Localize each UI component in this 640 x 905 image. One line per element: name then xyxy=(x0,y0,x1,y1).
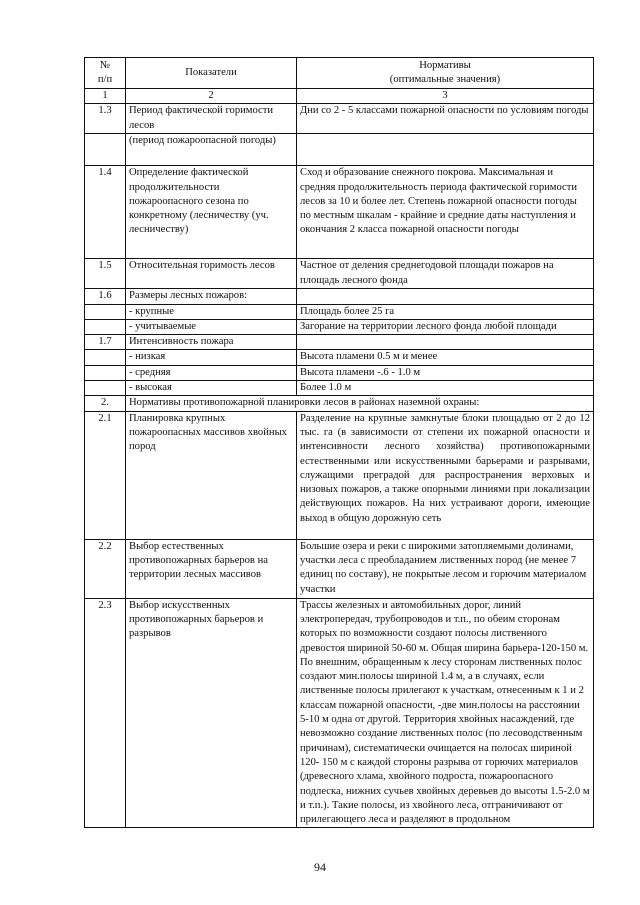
row-num: 1.5 xyxy=(85,259,126,289)
colnum-3: 3 xyxy=(297,89,594,104)
row-norm: Высота пламени 0.5 м и менее xyxy=(297,350,594,365)
table-row xyxy=(85,411,594,539)
row-norm xyxy=(297,289,594,304)
row-indicator: Относительная горимость лесов xyxy=(126,259,297,289)
row-norm: Большие озера и реки с широкими затопляемыми долинами, участки леса с преобладанием лиственных пород (не менее 7 единиц по составу), не покрытые лесом и горючим материалом участки xyxy=(297,539,594,598)
row-indicator: Планировка крупных пожароопасных массивов хвойных пород xyxy=(126,411,297,539)
row-num: 2.3 xyxy=(85,598,126,828)
table-row xyxy=(85,259,594,289)
table-row xyxy=(85,365,594,380)
row-norm: Трассы железных и автомобильных дорог, линий электропередач, трубопроводов и т.п., по обеим сторонам которых по возможности создают полосы лиственного древостоя шириной 50-60 м. Общая ширина барьера-120-150 м. По внешним, обращенным к лесу сторонам лиственных полос создают мин.полосы шириной 1.4 м, а в случаях, если лиственные полосы прилегают к участкам, отнесенным к 1 и 2 классам пожарной опасности, -две мин.полосы на расстоянии 5-10 м одна от другой. Территория хвойных насаждений, где невозможно создание лиственных полос (по лесоводственным причинам), систематически очищается на полосах шириной 120- 150 м с каждой стороны разрыва от горючих материалов (древесного хлама, хвойного подроста, пожароопасного подлеска, нижних сучьев хвойных деревьев до высоты 1.5-2.0 м и т.п.). Такие полосы, из хвойного леса, отграничивают от прилегающего леса и разделяют в продольном xyxy=(297,598,594,828)
row-num: 1.3 xyxy=(85,104,126,134)
row-indicator: Выбор искусственных противопожарных барьеров и разрывов xyxy=(126,598,297,828)
row-norm: Разделение на крупные замкнутые блоки площадью от 2 до 12 тыс. га (в зависимости от степени их пожарной опасности и интенсивности лесного хозяйства) противопожарными естественными или искусственными барьерами и разрывами, служащими преградой для распространения верховых и низовых пожаров, а также опорными линиями при локализации действующих пожаров. На них устраивают дороги, имеющие выход в общую дорожную сеть xyxy=(297,411,594,539)
header-indicators: Показатели xyxy=(126,58,297,89)
row-indicator: - учитываемые xyxy=(126,319,297,334)
row-indicator: Определение фактической продолжительности пожароопасного сезона по конкретному (лесничеству (уч. лесничеству) xyxy=(126,166,297,259)
table-row xyxy=(85,304,594,319)
row-indicator: - низкая xyxy=(126,350,297,365)
row-norm: Сход и образование снежного покрова. Максимальная и средняя продолжительность периода фактической горимости лесов за 10 и более лет. Степень пожарной опасности погоды по местным шкалам - крайние и средние даты наступления и окончания 2 класса пожарной опасности погоды xyxy=(297,166,594,259)
row-indicator: - крупные xyxy=(126,304,297,319)
table-row xyxy=(85,598,594,828)
row-norm: Загорание на территории лесного фонда любой площади xyxy=(297,319,594,334)
section-row xyxy=(85,396,594,411)
row-num: 1.6 xyxy=(85,289,126,304)
table-row xyxy=(85,335,594,350)
page-number: 94 xyxy=(314,860,326,874)
row-norm xyxy=(297,335,594,350)
row-num: 1.7 xyxy=(85,335,126,350)
table-row xyxy=(85,134,594,166)
table-row xyxy=(85,104,594,134)
row-norm xyxy=(297,134,594,166)
row-indicator: Выбор естественных противопожарных барьеров на территории лесных массивов xyxy=(126,539,297,598)
norms-table xyxy=(84,57,594,828)
table-row xyxy=(85,381,594,396)
section-title: Нормативы противопожарной планировки лесов в районах наземной охраны: xyxy=(126,396,594,411)
row-indicator: Размеры лесных пожаров: xyxy=(126,289,297,304)
header-num: № п/п xyxy=(85,58,126,89)
row-num: 2.1 xyxy=(85,411,126,539)
row-norm: Более 1.0 м xyxy=(297,381,594,396)
table-row xyxy=(85,289,594,304)
row-num xyxy=(85,319,126,334)
row-num: 1.4 xyxy=(85,166,126,259)
row-indicator: - высокая xyxy=(126,381,297,396)
table-header-row xyxy=(85,58,594,89)
row-indicator: Период фактической горимости лесов xyxy=(126,104,297,134)
header-norms: Нормативы (оптимальные значения) xyxy=(297,58,594,89)
row-num xyxy=(85,304,126,319)
row-indicator: (период пожароопасной погоды) xyxy=(126,134,297,166)
row-indicator: Интенсивность пожара xyxy=(126,335,297,350)
table-row xyxy=(85,350,594,365)
table-row xyxy=(85,319,594,334)
table-row xyxy=(85,166,594,259)
table-row xyxy=(85,539,594,598)
row-num xyxy=(85,381,126,396)
row-num: 2.2 xyxy=(85,539,126,598)
table-colnum-row xyxy=(85,89,594,104)
row-norm: Площадь более 25 га xyxy=(297,304,594,319)
row-num xyxy=(85,350,126,365)
row-norm: Высота пламени -.6 - 1.0 м xyxy=(297,365,594,380)
colnum-2: 2 xyxy=(126,89,297,104)
row-norm: Дни со 2 - 5 классами пожарной опасности по условиям погоды xyxy=(297,104,594,134)
row-indicator: - средняя xyxy=(126,365,297,380)
section-num: 2. xyxy=(85,396,126,411)
row-norm: Частное от деления среднегодовой площади пожаров на площадь лесного фонда xyxy=(297,259,594,289)
colnum-1: 1 xyxy=(85,89,126,104)
row-num xyxy=(85,365,126,380)
row-num xyxy=(85,134,126,166)
